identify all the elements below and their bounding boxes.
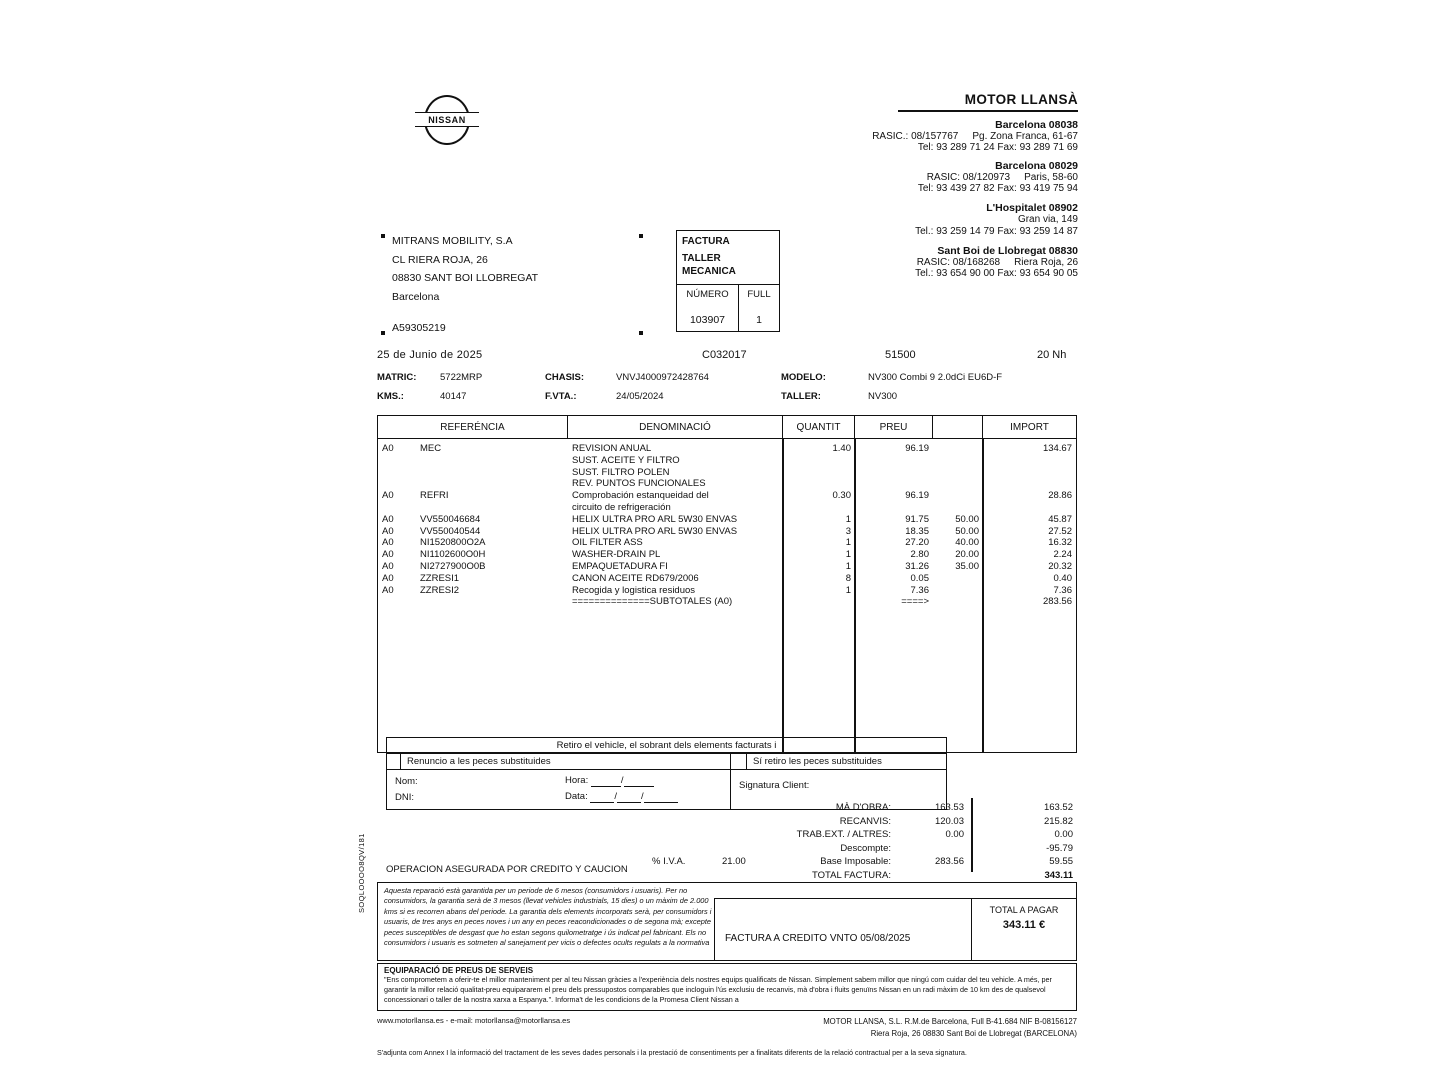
cell-denomination: EMPAQUETADURA FI	[572, 560, 668, 572]
footer-legal	[823, 1016, 1077, 1039]
warranty-box	[377, 882, 1077, 961]
insurance-note: OPERACION ASEGURADA POR CREDITO Y CAUCION	[386, 864, 628, 875]
declaration-box	[386, 737, 947, 810]
cell-reference	[378, 573, 568, 585]
cell-price: 96.19	[905, 490, 929, 502]
invoice-type-box	[676, 230, 780, 332]
invoice-type-label: FACTURA	[682, 236, 730, 247]
cell-reference	[378, 585, 568, 597]
fvta-value: 24/05/2024	[616, 391, 664, 402]
table-row	[378, 490, 1076, 502]
declaration-title: Retiro el vehicle, el sobrant dels elements facturats i	[387, 738, 946, 754]
cell-reference	[378, 549, 568, 561]
cell-a0: A0	[382, 443, 394, 454]
total-pay-label: TOTAL A PAGAR	[989, 905, 1059, 915]
base-label: Base Imposable:	[820, 856, 891, 868]
modelo-value: NV300 Combi 9 2.0dCi EU6D-F	[868, 372, 1003, 383]
warranty-text: Aquesta reparació està garantida per un periode de 6 mesos (consumidors i usuaris). Per no consumidors, la garantia serà de 3 mesos (llevat vehicles industrials, 15 dies) o un màxim de 2.000 kms si es recorren abans del periode. La garantia dels elements incorporats serà, per consumidors i usuaris, de tres anys en peces noves i un any en peces reacondicionades o de segona mà; excepte peces susceptibles de desgast que ho estan segons quilometratge i ús indicat pel fabricant. Els no consumidors i usuaris es sotmeten al sanejament per vicis o defectes ocults regulats a la normativa	[384, 886, 712, 948]
cell-ref-code: NI1102600O0H	[420, 549, 486, 561]
total-value: 343.11	[1044, 869, 1073, 881]
cell-price	[855, 455, 933, 467]
matric-value: 5722MRP	[440, 372, 483, 383]
branch-rasic: RASIC: 08/168268	[916, 256, 1001, 268]
fvta-label: F.VTA.:	[545, 391, 577, 402]
cell-quantity: 0.30	[832, 490, 851, 502]
side-code: SOQLOOOO8QV/181	[357, 833, 366, 913]
invoice-sheet-label: FULL	[747, 288, 771, 300]
cell-ref-code: ZZRESI1	[420, 572, 460, 584]
cell-quantity	[783, 478, 855, 490]
column-header-quantit: QUANTIT	[783, 416, 855, 438]
customer-province: Barcelona	[392, 291, 440, 304]
cell-reference	[378, 526, 568, 538]
table-row	[378, 561, 1076, 573]
cell-discount	[933, 443, 983, 455]
data-field[interactable]: Data: / /	[565, 791, 678, 803]
customer-street: CL RIERA ROJA, 26	[392, 253, 488, 266]
footer-legal-line2: Riera Roja, 26 08830 Sant Boi de Llobregat (BARCELONA)	[870, 1028, 1077, 1038]
cell-denomination: Comprobación estanqueidad del	[572, 490, 709, 502]
option-renounce-label: Renuncio a les peces substituides	[401, 754, 731, 769]
cell-amount: 27.52	[1048, 525, 1072, 537]
table-row	[378, 549, 1076, 561]
totals-row-parts	[660, 816, 1077, 830]
cell-a0: A0	[382, 513, 394, 525]
cell-amount: 45.87	[1048, 513, 1072, 525]
cell-discount	[933, 478, 983, 490]
subtotal-row	[378, 596, 1076, 608]
branch-street: Paris, 58-60	[1024, 172, 1078, 183]
corner-mark	[381, 331, 385, 335]
cell-a0: A0	[382, 549, 394, 561]
iva-rate: 21.00	[722, 856, 746, 868]
cell-a0	[382, 467, 420, 479]
order-code: C032017	[702, 349, 747, 361]
invoice-dept-line2: MECANICA	[682, 266, 736, 278]
subtotal-arrow: ====>	[901, 596, 929, 608]
branch-city: Barcelona 08038	[995, 118, 1078, 131]
cell-denomination: OIL FILTER ASS	[572, 537, 643, 549]
checkbox-retire[interactable]	[731, 754, 747, 769]
branch-street: Riera Roja, 26	[1014, 256, 1078, 268]
vehicle-row-1	[377, 372, 1077, 391]
cell-a0: A0	[382, 560, 394, 572]
customer-name: MITRANS MOBILITY, S.A	[392, 235, 513, 247]
cell-quantity	[783, 455, 855, 467]
subtotal-label: ==============SUBTOTALES (A0)	[572, 596, 733, 608]
cell-denomination: REVISION ANUAL	[572, 443, 652, 454]
branch-city: Barcelona 08029	[995, 160, 1078, 172]
nom-row	[395, 773, 722, 789]
table-row	[378, 443, 1076, 455]
totals-row-discount	[660, 843, 1077, 857]
cell-amount	[983, 467, 1076, 479]
invoice-number-row	[677, 285, 779, 331]
nissan-logo-icon	[424, 95, 470, 145]
cell-amount	[983, 455, 1076, 467]
table-row	[378, 573, 1076, 585]
taller-value: NV300	[868, 391, 898, 402]
other-value-2: 0.00	[1054, 829, 1073, 841]
cell-price	[855, 467, 933, 479]
totals-row-base	[652, 856, 1077, 870]
table-row	[378, 537, 1076, 549]
cell-reference	[378, 561, 568, 573]
cell-amount: 7.36	[1053, 584, 1072, 596]
cell-a0	[382, 478, 420, 490]
table-row	[378, 478, 1076, 490]
matric-label: MATRIC:	[377, 372, 417, 383]
cell-amount	[983, 502, 1076, 514]
cell-quantity: 1	[845, 549, 851, 561]
meta-code-3: 20 Nh	[1037, 349, 1067, 361]
table-row	[378, 585, 1076, 597]
table-vline	[854, 439, 856, 752]
subtotal-amount: 283.56	[1042, 596, 1072, 608]
line-items-table	[377, 415, 1077, 753]
totals-block	[652, 802, 1077, 884]
total-pay-box	[971, 899, 1076, 961]
iva-label: % I.V.A.	[652, 856, 686, 868]
table-row	[378, 514, 1076, 526]
nom-label: Nom:	[395, 775, 418, 787]
price-match-body: "Ens comprometem a oferir-te el millor manteniment per al teu Nissan gràcies a l'experiència dels nostres equips qualificats de Nissan. Simplement sabem millor que ningú com cuidar del teu vehicle. A més, per garantir la millor relació qualitat-preu equipararem el preu dels pressupostos comparables que incloguin l'ús exclusiu de recanvis, mà d'obra i fluits genuïns Nissan en un radi màxim de 10 km des de qualsevol concessionari o taller de la nostra xarxa a Espanya.". Informa't de les condicions de la Promesa Client Nissan a	[384, 975, 1052, 1005]
logo-text: NISSAN	[428, 114, 466, 125]
cell-reference	[378, 514, 568, 526]
customer-city: 08830 SANT BOI LLOBREGAT	[392, 272, 539, 285]
cell-discount	[933, 455, 983, 467]
hora-label: Hora:	[565, 775, 589, 786]
table-vline	[782, 439, 784, 752]
cell-reference	[378, 467, 568, 479]
cell-ref-code: MEC	[420, 443, 442, 454]
cell-amount: 20.32	[1048, 560, 1072, 572]
option-retire-label: Sí retiro les peces substituides	[753, 756, 882, 767]
other-value-1: 0.00	[945, 829, 964, 841]
table-header-row	[378, 416, 1076, 439]
invoice-number-col	[677, 285, 739, 331]
cell-quantity: 1	[845, 537, 851, 549]
branch-street: Gran via, 149	[1017, 213, 1078, 225]
cell-denomination: REV. PUNTOS FUNCIONALES	[572, 478, 706, 490]
logo-band	[415, 112, 479, 127]
modelo-label: MODELO:	[781, 372, 826, 383]
spacer	[392, 307, 538, 319]
column-header-import: IMPORT	[1010, 421, 1049, 433]
customer-nif: A59305219	[392, 321, 446, 334]
column-header-denominacio: DENOMINACIÓ	[568, 416, 783, 438]
declaration-options	[387, 754, 946, 770]
column-header-descompte	[933, 416, 983, 438]
cell-reference	[378, 502, 568, 514]
cell-ref-code: ZZRESI2	[420, 584, 460, 596]
invoice-date: 25 de Junio de 2025	[377, 349, 483, 361]
cell-reference	[378, 478, 568, 490]
table-body	[378, 439, 1076, 753]
cell-denomination: SUST. FILTRO POLEN	[572, 466, 670, 478]
invoice-number-label: NÚMERO	[686, 288, 729, 300]
totals-row-other	[660, 829, 1077, 843]
branch-address-row	[768, 172, 1078, 183]
corner-mark	[381, 234, 385, 238]
cell-price: 31.26	[905, 560, 929, 572]
cell-amount	[983, 478, 1076, 490]
total-pay-value: 343.11 €	[1002, 919, 1046, 931]
cell-discount	[933, 490, 983, 502]
parts-label: RECANVIS:	[839, 815, 891, 827]
column-header-referencia: REFERÉNCIA	[378, 416, 568, 438]
branch-city: L'Hospitalet 08902	[986, 201, 1078, 214]
branch-city: Sant Boi de Llobregat 08830	[937, 244, 1078, 257]
cell-denomination: WASHER-DRAIN PL	[572, 549, 661, 561]
invoice-dept-line1: TALLER	[682, 253, 721, 265]
cell-ref-code: NI1520800O2A	[420, 537, 486, 549]
cell-a0: A0	[382, 537, 394, 549]
cell-quantity: 1	[845, 584, 851, 596]
table-row	[378, 455, 1076, 467]
cell-amount: 134.67	[1042, 443, 1072, 454]
cell-a0: A0	[382, 525, 394, 537]
dni-label: DNI:	[395, 791, 414, 803]
branch-address-row	[768, 257, 1078, 268]
branch-street: Pg. Zona Franca, 61-67	[972, 130, 1078, 142]
footer-legal-line1: MOTOR LLANSA, S.L. R.M.de Barcelona, Full B-41.684 NIF B-08156127	[823, 1017, 1077, 1026]
base-value: 283.56	[934, 856, 964, 868]
cell-price: 18.35	[905, 525, 929, 537]
vehicle-row-2	[377, 391, 1077, 410]
discount-value: -95.79	[1046, 842, 1073, 854]
cell-amount: 0.40	[1053, 572, 1072, 584]
branch-phones: Tel.: 93 654 90 00 Fax: 93 654 90 05	[915, 267, 1078, 279]
cell-quantity: 1.40	[832, 443, 851, 454]
payment-box	[714, 898, 1076, 960]
totals-row-labour	[660, 802, 1077, 816]
footer-web[interactable]: www.motorllansa.es - e-mail: motorllansa@motorllansa.es	[377, 1016, 571, 1025]
cell-reference	[378, 443, 568, 455]
labour-value-2: 163.52	[1043, 802, 1073, 813]
cell-price: 91.75	[905, 513, 929, 525]
cell-discount: 50.00	[955, 525, 979, 537]
table-rows-wrap	[378, 439, 1076, 608]
cell-denomination: circuito de refrigeración	[572, 501, 671, 513]
table-row	[378, 502, 1076, 514]
iva-value: 59.55	[1049, 856, 1073, 868]
total-label: TOTAL FACTURA:	[811, 869, 891, 881]
labour-value-1: 163.53	[934, 802, 964, 813]
cell-quantity	[783, 467, 855, 479]
column-header-preu: PREU	[855, 416, 933, 438]
cell-discount: 20.00	[955, 549, 979, 561]
hora-field[interactable]: Hora: /	[565, 775, 654, 787]
subtotal-discount	[933, 596, 983, 608]
cell-amount: 2.24	[1053, 549, 1072, 561]
table-row	[378, 526, 1076, 538]
cell-a0	[382, 455, 420, 467]
cell-discount: 40.00	[955, 537, 979, 549]
corner-mark	[639, 331, 643, 335]
table-vline	[982, 439, 984, 752]
cell-quantity: 8	[845, 572, 851, 584]
branch-phones: Tel.: 93 259 14 79 Fax: 93 259 14 87	[915, 226, 1078, 237]
cell-denomination: CANON ACEITE RD679/2006	[572, 572, 699, 584]
parts-value-1: 120.03	[934, 815, 964, 827]
invoice-type-header	[677, 231, 779, 285]
cell-denomination: SUST. ACEITE Y FILTRO	[572, 454, 680, 466]
invoice-sheet-col	[739, 285, 779, 331]
company-header	[768, 92, 1078, 280]
signature-label: Signatura Client:	[739, 780, 810, 791]
cell-quantity: 3	[845, 525, 851, 537]
meta-code-2: 51500	[885, 349, 916, 361]
cell-price: 2.80	[910, 549, 929, 561]
cell-discount	[933, 585, 983, 597]
subtotal-qty	[783, 596, 855, 608]
cell-amount: 16.32	[1048, 537, 1072, 549]
cell-reference	[378, 537, 568, 549]
company-name: MOTOR LLANSÀ	[964, 92, 1078, 107]
discount-label: Descompte:	[840, 842, 891, 854]
cell-denomination: HELIX ULTRA PRO ARL 5W30 ENVAS	[572, 525, 738, 537]
branch-phones: Tel: 93 439 27 82 Fax: 93 419 75 94	[917, 183, 1078, 194]
price-match-title: EQUIPARACIÓ DE PREUS DE SERVEIS	[384, 966, 534, 975]
labour-label: MÀ D'OBRA:	[835, 802, 891, 813]
branch-phones: Tel: 93 289 71 24 Fax: 93 289 71 69	[917, 141, 1078, 153]
cell-quantity: 1	[845, 560, 851, 572]
cell-reference	[378, 455, 568, 467]
corner-mark	[639, 234, 643, 238]
taller-label: TALLER:	[781, 391, 821, 402]
cell-discount: 50.00	[955, 513, 979, 525]
branch-address-row	[768, 131, 1078, 142]
cell-a0: A0	[382, 572, 394, 584]
checkbox-renounce[interactable]	[387, 754, 401, 769]
cell-price: 96.19	[905, 443, 929, 454]
customer-address-block	[392, 232, 538, 337]
cell-ref-code: REFRI	[420, 490, 449, 502]
other-label: TRAB.EXT. / ALTRES:	[796, 829, 891, 841]
cell-discount	[933, 502, 983, 514]
cell-denomination: HELIX ULTRA PRO ARL 5W30 ENVAS	[572, 513, 738, 525]
cell-price: 0.05	[910, 572, 929, 584]
header-rule	[898, 110, 1078, 112]
footer-annex-note: S'adjunta com Annex I la informació del tractament de les seves dades personals i la prestació de consentiments per a finalitats diferents de la relació contractual per a la seva signatura.	[377, 1048, 967, 1057]
chasis-value: VNVJ4000972428764	[616, 372, 709, 383]
cell-price: 27.20	[905, 537, 929, 549]
cell-ref-code: VV550046684	[420, 513, 481, 525]
price-match-box	[377, 963, 1077, 1011]
cell-ref-code: VV550040544	[420, 525, 481, 537]
cell-ref-code: NI2727900O0B	[420, 560, 486, 572]
chasis-label: CHASIS:	[545, 372, 585, 383]
credit-note: FACTURA A CREDITO VNTO 05/08/2025	[725, 933, 911, 944]
parts-value-2: 215.82	[1043, 815, 1073, 827]
table-row	[378, 467, 1076, 479]
kms-value: 40147	[440, 391, 467, 402]
cell-reference	[378, 490, 568, 502]
cell-quantity: 1	[845, 513, 851, 525]
cell-discount: 35.00	[955, 560, 979, 572]
cell-a0	[382, 502, 420, 514]
branch-rasic: RASIC.: 08/157767	[872, 130, 959, 142]
cell-discount	[933, 467, 983, 479]
branch-rasic: RASIC: 08/120973	[926, 172, 1011, 183]
invoice-sheet-value: 1	[756, 313, 762, 326]
cell-amount: 28.86	[1048, 490, 1072, 502]
cell-discount	[933, 573, 983, 585]
kms-label: KMS.:	[377, 391, 404, 402]
invoice-number-value: 103907	[689, 313, 726, 326]
cell-a0: A0	[382, 584, 394, 596]
vehicle-info-grid	[377, 372, 1077, 410]
cell-price: 7.36	[910, 584, 929, 596]
cell-price	[855, 478, 933, 490]
subtotal-spacer	[378, 596, 568, 608]
cell-quantity	[783, 502, 855, 514]
cell-a0: A0	[382, 490, 394, 502]
data-label: Data:	[565, 791, 588, 802]
cell-denomination: Recogida y logistica residuos	[572, 584, 696, 596]
cell-price	[855, 502, 933, 514]
